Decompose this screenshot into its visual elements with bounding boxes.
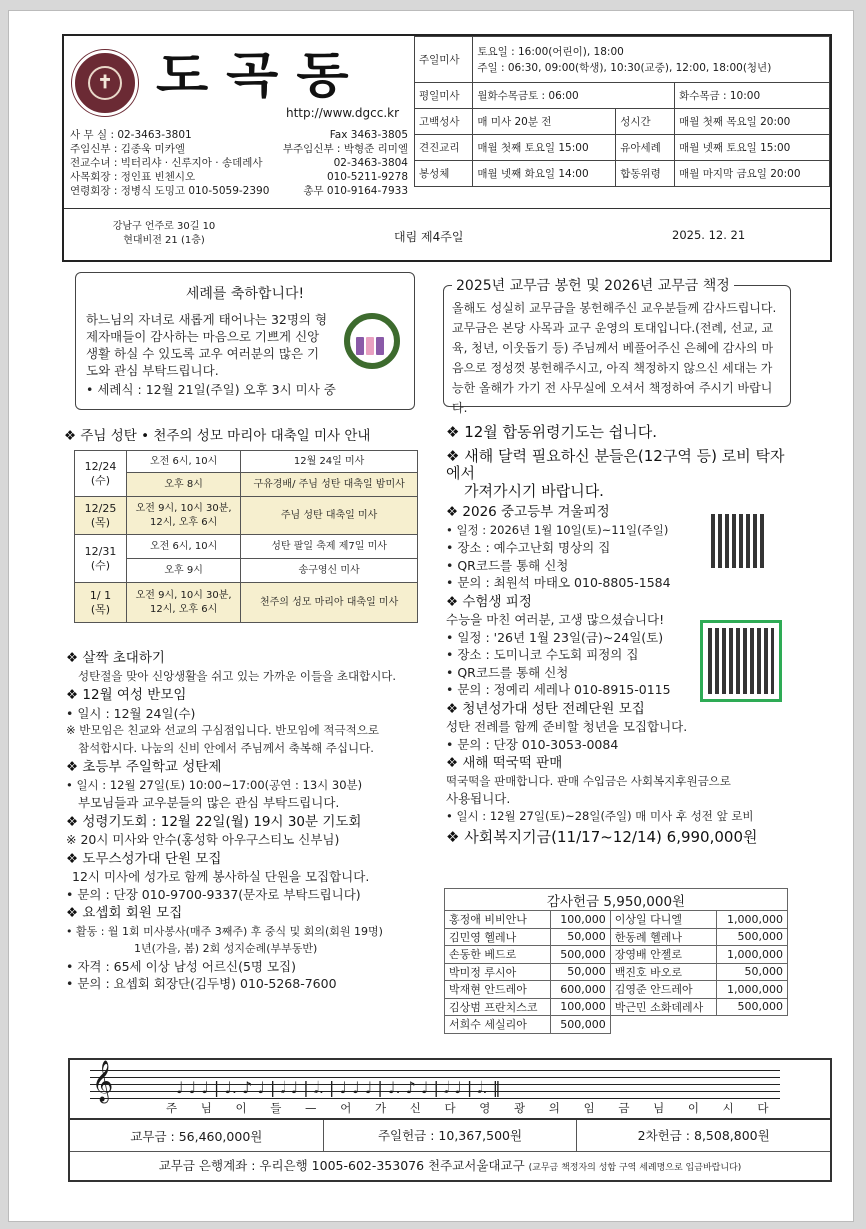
announcement-line: 성탄절을 맞아 신앙생활을 쉬고 있는 가까운 이들을 초대합시다. [78, 668, 397, 683]
parish-logo [72, 50, 138, 116]
exam-retreat-qr-code[interactable] [700, 620, 782, 702]
baptism-box [75, 272, 415, 410]
announcement-heading: ❖ 도무스성가대 단원 모집 [66, 850, 222, 867]
announcement-line: • 일정 : 2026년 1월 10일(토)~11일(주일) [446, 522, 669, 537]
mass-label: 유아세례 [616, 135, 675, 161]
cross-icon: ✝ [88, 66, 122, 100]
announcement-heading: ❖ 사회복지기금(11/17~12/14) 6,990,000원 [446, 828, 758, 846]
schedule-date: 12/25 (목) [75, 497, 127, 535]
donor: 박재현 안드레아 [445, 981, 551, 999]
donor: 서희수 세실리아 [445, 1016, 551, 1034]
announcement-heading: ❖ 초등부 주일학교 성탄제 [66, 759, 222, 775]
donor: 김상범 프란치스코 [445, 998, 551, 1016]
schedule-mass: 12월 24일 미사 [241, 451, 418, 473]
announcement-heading: ❖ 새해 떡국떡 판매 [446, 755, 563, 771]
notes: ♩ ♩ ♩ | ♩. ♪ ♩ | 𝅗𝅥 ♩ | 𝅗𝅥. | ♩ ♩ ♩ | ♩. ♪ ♩ | 𝅗𝅥 ♩ | 𝅗𝅥. ‖ [176, 1078, 501, 1097]
schedule-time: 오전 6시, 10시 [127, 451, 241, 473]
announcement-heading: ❖ 2026 중고등부 겨울피정 [446, 504, 610, 520]
mass-label: 주일미사 [415, 37, 473, 83]
donor: 홍정애 비비안나 [445, 911, 551, 929]
announcement-heading: ❖ 성령기도회 : 12월 22일(월) 19시 30분 기도회 [66, 813, 362, 830]
schedule-time: 오전 6시, 10시 [127, 535, 241, 559]
amount: 50,000 [551, 928, 610, 946]
hymn-score [68, 1058, 832, 1120]
amount: 50,000 [717, 963, 788, 981]
announcement-line: ※ 반모임은 친교와 선교의 구심점입니다. 반모임에 적극적으로 [66, 723, 379, 737]
amount: 50,000 [551, 963, 610, 981]
fee-total: 교무금 : 56,460,000원 [130, 1128, 263, 1144]
offering-summary [68, 1120, 832, 1182]
donor: 장영배 안젤로 [610, 946, 716, 964]
mass-label: 고백성사 [415, 109, 473, 135]
mass-value: 매월 넷째 화요일 14:00 [473, 161, 616, 187]
schedule-date: 1/ 1 (목) [75, 583, 127, 623]
left-announcements [66, 648, 426, 993]
donor: 박미정 루시아 [445, 963, 551, 981]
announcement-line: 사용됩니다. [446, 791, 511, 806]
announcement-line: 부모님들과 교우분들의 많은 관심 부탁드립니다. [78, 795, 340, 810]
mass-value: 매월 넷째 토요일 15:00 [675, 135, 830, 161]
announcement-line: • 자격 : 65세 이상 남성 어르신(5명 모집) [66, 958, 296, 974]
announcement-line: 참석합시다. 나눔의 신비 안에서 주님께서 축복해 주십니다. [78, 740, 374, 755]
announcement-line: • 문의 : 단장 010-3053-0084 [446, 736, 619, 752]
second-offering-total: 2차헌금 : 8,508,800원 [576, 1120, 830, 1151]
mass-label: 봉성체 [415, 161, 473, 187]
schedule-mass: 주님 성탄 대축일 미사 [241, 497, 418, 535]
amount: 500,000 [717, 998, 788, 1016]
announcement-line: • 문의 : 최원석 마태오 010-8805-1584 [446, 575, 671, 590]
staff-line: 연령회장 : 정병식 도밍고 010-5059-2390 총무 010-9164-7933 [70, 185, 408, 197]
amount: 500,000 [551, 1016, 610, 1034]
parish-address: 강남구 언주로 30길 10 현대비전 21 (1층) [112, 221, 216, 246]
hymn-lyrics: 주 님 이 들 — 어 가 신 다 영 광 의 임 금 님 이 시 다 [166, 1101, 772, 1115]
offering-title: 감사헌금 5,950,000원 [445, 889, 788, 911]
mass-label: 합동위령 [616, 161, 675, 187]
announcement-line: • QR코드를 통해 신청 [446, 664, 569, 680]
donor: 김민영 헬레나 [445, 928, 551, 946]
announcement-heading: ❖ 새해 달력 필요하신 분들은(12구역 등) 로비 탁자에서 [446, 446, 785, 482]
baptism-item: • 세례식 : 12월 21일(주일) 오후 3시 미사 중 [86, 382, 336, 397]
announcement-line: 수능을 마친 여러분, 고생 많으셨습니다! [446, 612, 665, 627]
schedule-time: 오후 9시 [127, 559, 241, 583]
donor: 김영준 안드레아 [610, 981, 716, 999]
amount: 600,000 [551, 981, 610, 999]
announcement-line: 성탄 전례를 함께 준비할 청년을 모집합니다. [446, 719, 688, 734]
schedule-mass: 성탄 팔일 축제 제7일 미사 [241, 535, 418, 559]
thanks-offering-table [444, 888, 788, 1034]
amount: 1,000,000 [717, 981, 788, 999]
mass-times-table [414, 36, 830, 187]
announcement-line: 떡국떡을 판매합니다. 판매 수입금은 사회복지후원금으로 [446, 773, 731, 788]
announcement-line: • 문의 : 단장 010-9700-9337(문자로 부탁드립니다) [66, 886, 361, 902]
staff-line: 전교수녀 : 빅터리샤 · 신루지아 · 송데레사 02-3463-3804 [70, 157, 408, 169]
donor: 백진호 바오로 [610, 963, 716, 981]
schedule-time: 오전 9시, 10시 30분, 12시, 오후 6시 [127, 497, 241, 535]
sunday-offering-total: 주일헌금 : 10,367,500원 [323, 1120, 577, 1151]
announcement-line: 가져가시기 바랍니다. [464, 481, 604, 500]
announcement-line: 12시 미사에 성가로 함께 봉사하실 단원을 모집합니다. [72, 869, 370, 884]
pledge-title: 2025년 교무금 봉헌 및 2026년 교무금 책정 [452, 275, 734, 295]
music-staff [90, 1061, 780, 1102]
schedule-mass: 송구영신 미사 [241, 559, 418, 583]
schedule-time: 오전 9시, 10시 30분, 12시, 오후 6시 [127, 583, 241, 623]
schedule-mass: 천주의 성모 마리아 대축일 미사 [241, 583, 418, 623]
mass-value: 매월 첫째 목요일 20:00 [675, 109, 830, 135]
amount: 1,000,000 [717, 946, 788, 964]
schedule-mass: 구유경배/ 주님 성탄 대축일 밤미사 [241, 473, 418, 497]
staff-line: 사 무 실 : 02-3463-3801 Fax 3463-3805 [70, 129, 408, 141]
mass-label: 성시간 [616, 109, 675, 135]
parish-url[interactable]: http://www.dgcc.kr [286, 106, 400, 120]
announcement-line: • QR코드를 통해 신청 [446, 557, 569, 573]
bulletin-title: 도곡동 [156, 47, 367, 104]
schedule-time: 오후 8시 [127, 473, 241, 497]
donor: 박근민 소화데레사 [610, 998, 716, 1016]
announcement-heading: ❖ 12월 합동위령기도는 쉽니다. [446, 423, 657, 441]
mass-value: 매월 마지막 금요일 20:00 [675, 161, 830, 187]
announcement-heading: ❖ 살짝 초대하기 [66, 650, 165, 666]
advent-wreath-icon [344, 313, 400, 369]
amount: 100,000 [551, 998, 610, 1016]
donor: 한동례 헬레나 [610, 928, 716, 946]
mass-value: 매 미사 20분 전 [473, 109, 616, 135]
announcement-line: • 활동 : 월 1회 미사봉사(매주 3째주) 후 중식 및 회의(회원 19명) [66, 924, 383, 938]
mass-value: 월화수목금토 : 06:00 [473, 83, 675, 109]
liturgical-season: 대림 제4주일 [394, 230, 464, 244]
mass-value: 토요일 : 16:00(어린이), 18:00 주일 : 06:30, 09:00(학생), 10:30(교중), 12:00, 18:00(청년) [473, 37, 830, 83]
christmas-schedule-table [74, 450, 418, 623]
christmas-heading: ❖ 주님 성탄 • 천주의 성모 마리아 대축일 미사 안내 [64, 428, 371, 444]
announcement-line: 1년(가을, 봄) 2회 성지순례(부부동반) [134, 942, 318, 955]
staff-line: 사목회장 : 정인표 빈첸시오 010-5211-9278 [70, 171, 408, 183]
announcement-line: • 문의 : 요셉회 회장단(김두병) 010-5268-7600 [66, 976, 337, 991]
mass-value: 매월 첫째 토요일 15:00 [473, 135, 616, 161]
donor: 이상일 다니엘 [610, 911, 716, 929]
announcement-heading: ❖ 요셉회 회원 모집 [66, 905, 183, 921]
amount: 500,000 [551, 946, 610, 964]
announcement-line: • 장소 : 도미니코 수도회 피정의 집 [446, 647, 639, 662]
schedule-date: 12/31 (수) [75, 535, 127, 583]
announcement-line: • 문의 : 정예리 세레나 010-8915-0115 [446, 682, 671, 697]
staff-line: 주임신부 : 김종욱 미카엘 부주임신부 : 박형준 리미엘 [70, 143, 408, 155]
amount: 500,000 [717, 928, 788, 946]
announcement-line: ※ 20시 미사와 안수(홍성학 아우구스티노 신부님) [66, 832, 340, 847]
retreat-qr-code[interactable] [703, 506, 773, 576]
announcement-line: • 일시 : 12월 27일(토) 10:00~17:00(공연 : 13시 30분) [66, 777, 363, 792]
pledge-box [443, 278, 791, 415]
announcement-line: • 일정 : '26년 1월 23일(금)~24일(토) [446, 629, 664, 645]
donor: 손동한 베드로 [445, 946, 551, 964]
announcement-heading: ❖ 청년성가대 성탄 전례단원 모집 [446, 700, 645, 717]
mass-label: 평일미사 [415, 83, 473, 109]
amount: 1,000,000 [717, 911, 788, 929]
baptism-title: 세례를 축하합니다! [185, 286, 305, 302]
announcement-line: • 일시 : 12월 24일(수) [66, 705, 196, 721]
announcement-heading: ❖ 수험생 피정 [446, 593, 532, 610]
announcement-line: • 장소 : 예수고난회 명상의 집 [446, 540, 611, 555]
announcement-line: • 일시 : 12월 27일(토)~28일(주일) 매 미사 후 성전 앞 로비 [446, 808, 754, 823]
mass-label: 견진교리 [415, 135, 473, 161]
announcement-heading: ❖ 12월 여성 반모임 [66, 687, 187, 703]
pledge-body: 올해도 성실히 교무금을 봉헌해주신 교우분들께 감사드립니다. 교무금은 본당 사목과 교구 운영의 토대입니다.(전례, 선교, 교육, 청년, 이웃돕기 등) 주님께서 베풀어주신 은혜에 감사의 마음으로 정성껏 봉헌해주시고, 아직 책정하지 않으신 세대는 가능한 올해가 가기 전 사무실에 오셔서 책정하여 주시기 바랍니다. [452, 301, 777, 415]
mass-value: 화수목금 : 10:00 [675, 83, 830, 109]
bank-account: 교무금 은행계좌 : 우리은행 1005-602-353076 천주교서울대교구 (교무금 책정자의 성함 구역 세례명으로 입금바랍니다) [158, 1158, 742, 1173]
treble-clef-icon: 𝄞 [92, 1061, 114, 1102]
schedule-date: 12/24 (수) [75, 451, 127, 497]
masthead [62, 34, 832, 262]
bulletin-date: 2025. 12. 21 [672, 228, 746, 242]
amount: 100,000 [551, 911, 610, 929]
baptism-body: 하느님의 자녀로 새롭게 태어나는 32명의 형제자매들이 감사하는 마음으로 기쁘게 신앙생활 하실 수 있도록 교우 여러분의 많은 기도와 관심 부탁드립니다. [86, 312, 328, 378]
